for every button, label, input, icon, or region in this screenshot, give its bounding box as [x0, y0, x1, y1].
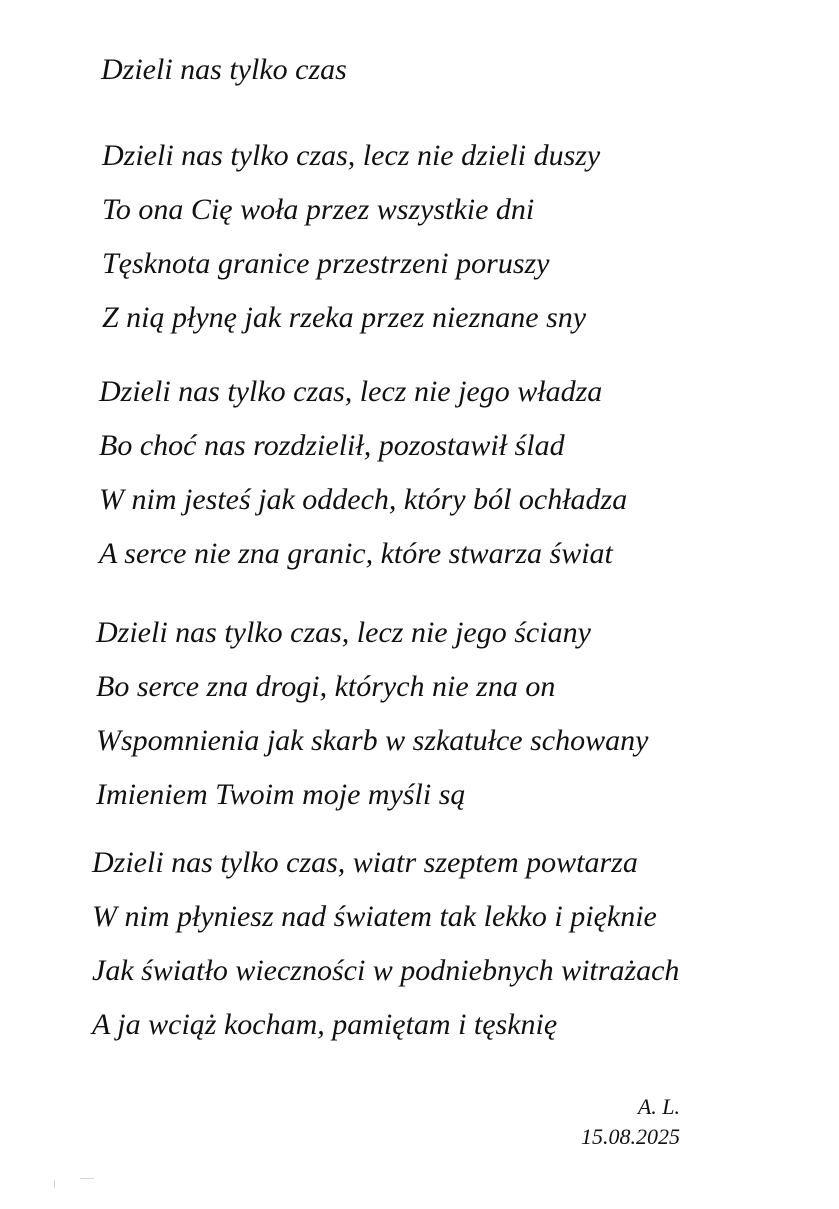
poem-line: A serce nie zna granic, które stwarza świat [99, 537, 613, 570]
poem-line: To ona Cię woła przez wszystkie dni [102, 193, 535, 226]
poem-line: Bo choć nas rozdzielił, pozostawił ślad [99, 429, 565, 462]
poem-date: 15.08.2025 [581, 1124, 680, 1149]
poem-line: Dzieli nas tylko czas, lecz nie jego władza [99, 375, 603, 408]
poem-line: W nim jesteś jak oddech, który ból ochładza [99, 483, 628, 516]
poem-line: Tęsknota granice przestrzeni poruszy [102, 247, 550, 280]
stanza-4 [92, 836, 679, 1052]
poem-line: A ja wciąż kocham, pamiętam i tęsknię [92, 1008, 558, 1041]
poem-line: Wspomnienia jak skarb w szkatułce schowany [96, 724, 649, 757]
poem-line: Z nią płynę jak rzeka przez nieznane sny [102, 301, 587, 334]
poem-line: Dzieli nas tylko czas, lecz nie dzieli duszy [102, 139, 601, 172]
poem-title: Dzieli nas tylko czas [101, 53, 347, 86]
poem-line: Imieniem Twoim moje myśli są [96, 778, 466, 811]
poem-line: Dzieli nas tylko czas, lecz nie jego ściany [96, 616, 591, 649]
stanza-2 [99, 365, 627, 581]
stanza-1 [102, 129, 600, 345]
poem-line: Dzieli nas tylko czas, wiatr szeptem powtarza [92, 846, 638, 879]
poem-line: W nim płyniesz nad światem tak lekko i pięknie [92, 900, 657, 933]
stanza-3 [96, 606, 648, 822]
poem-line: Bo serce zna drogi, których nie zna on [96, 670, 556, 703]
poem-line: Jak światło wieczności w podniebnych witrażach [92, 954, 680, 987]
scan-artifact [80, 1178, 94, 1179]
signature-block [581, 1092, 680, 1152]
author-initials: A. L. [637, 1094, 680, 1119]
scan-artifact [54, 1180, 55, 1188]
